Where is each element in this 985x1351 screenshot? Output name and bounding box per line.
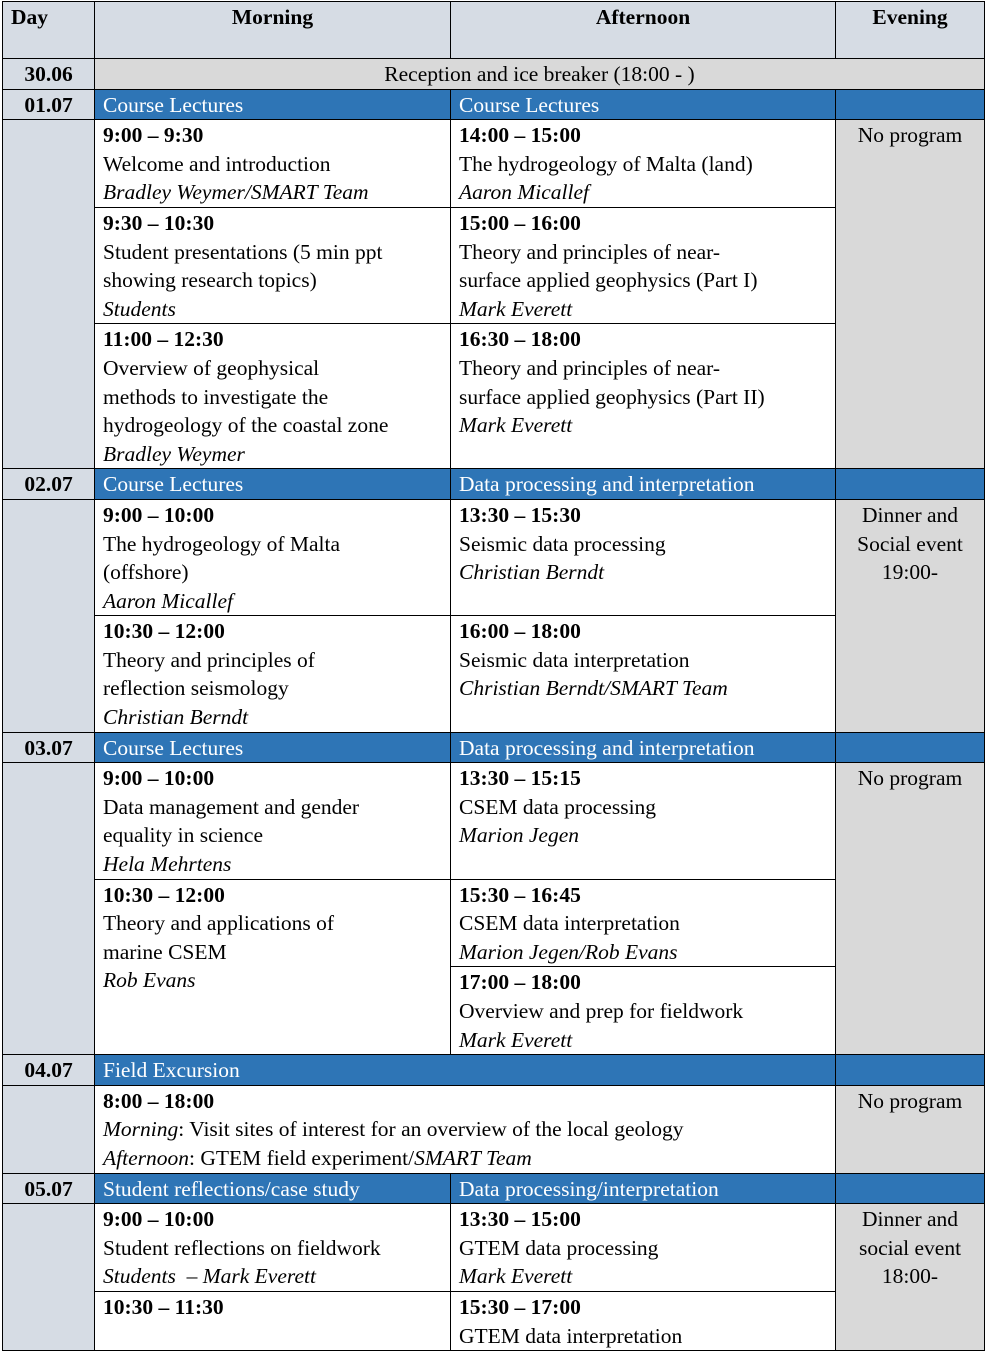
session-cell [451, 499, 836, 615]
session-cell [451, 120, 836, 208]
evening-line: Dinner and [861, 1207, 959, 1232]
day-title-row [3, 732, 985, 763]
day-label: 30.06 [3, 59, 95, 90]
session-title: Overview of geophysical [103, 355, 320, 380]
session-time: 10:30 – 12:00 [103, 619, 225, 644]
evening-title [836, 89, 985, 120]
session-presenter: Mark Everett [459, 296, 573, 321]
excursion-morning [103, 1115, 827, 1144]
session-time: 16:00 – 18:00 [459, 619, 581, 644]
session-cell [95, 879, 451, 1055]
session-time: 9:00 – 10:00 [103, 1207, 215, 1232]
session-presenter: Aaron Micallef [459, 180, 589, 205]
session-presenter: Bradley Weymer [103, 441, 245, 466]
header-morning: Morning [95, 2, 451, 59]
session-title: Student reflections on fieldwork [103, 1235, 381, 1260]
session-presenter: Hela Mehrtens [103, 852, 232, 877]
excursion-morning-text: : Visit sites of interest for an overview of the local geology [178, 1117, 684, 1142]
excursion-morning-label: Morning [103, 1117, 179, 1142]
session-time: 15:30 – 16:45 [459, 882, 581, 907]
session-cell [451, 207, 836, 323]
session-cell [95, 499, 451, 615]
evening-cell: No program [836, 1085, 985, 1173]
session-row [3, 499, 985, 615]
header-afternoon: Afternoon [451, 2, 836, 59]
day-title-row [3, 89, 985, 120]
morning-title: Course Lectures [95, 89, 451, 120]
session-cell [451, 763, 836, 879]
session-cell [95, 1204, 451, 1292]
session-title: CSEM data interpretation [459, 911, 680, 936]
session-title: GTEM data processing [459, 1235, 659, 1260]
session-time: 8:00 – 18:00 [103, 1088, 215, 1113]
session-time: 9:00 – 10:00 [103, 502, 215, 527]
session-title: equality in science [103, 823, 263, 848]
session-cell [451, 1291, 836, 1350]
session-cell [451, 967, 836, 1055]
session-cell [95, 1291, 451, 1350]
excursion-afternoon-label: Afternoon [103, 1145, 189, 1170]
evening-cell [836, 1204, 985, 1351]
session-cell [451, 879, 836, 967]
evening-title [836, 1055, 985, 1086]
day-fill [3, 1204, 95, 1351]
session-time: 11:00 – 12:30 [103, 327, 224, 352]
session-cell [95, 763, 451, 879]
session-title: Theory and principles of [103, 647, 315, 672]
excursion-afternoon [103, 1144, 827, 1173]
session-title: CSEM data processing [459, 794, 657, 819]
reception-row [3, 59, 985, 90]
afternoon-title: Course Lectures [451, 89, 836, 120]
day-label: 05.07 [3, 1173, 95, 1204]
session-cell [451, 1204, 836, 1292]
session-presenter: Mark Everett [459, 413, 573, 438]
day-fill [3, 763, 95, 1055]
excursion-afternoon-team: SMART Team [414, 1145, 532, 1170]
session-presenter: Mark Everett [459, 1264, 573, 1289]
session-time: 13:30 – 15:30 [459, 502, 581, 527]
session-presenter: Christian Berndt/SMART Team [459, 676, 728, 701]
session-cell [451, 324, 836, 469]
session-title: Theory and principles of near- [459, 355, 721, 380]
session-presenter: Students [103, 296, 176, 321]
session-time: 10:30 – 12:00 [103, 882, 225, 907]
session-title: surface applied geophysics (Part II) [459, 384, 765, 409]
session-presenter: Christian Berndt [459, 560, 605, 585]
session-time: 16:30 – 18:00 [459, 327, 581, 352]
session-title: Seismic data interpretation [459, 647, 690, 672]
session-time: 14:00 – 15:00 [459, 123, 581, 148]
session-time: 15:30 – 17:00 [459, 1294, 581, 1319]
session-title: Overview and prep for fieldwork [459, 999, 744, 1023]
session-title: The hydrogeology of Malta [103, 531, 341, 556]
session-title: The hydrogeology of Malta (land) [459, 151, 753, 176]
day-title-row [3, 1173, 985, 1204]
header-evening: Evening [836, 2, 985, 59]
session-presenter: Students – Mark Everett [103, 1264, 316, 1289]
session-title: Welcome and introduction [103, 151, 331, 176]
session-presenter: Christian Berndt [103, 705, 249, 730]
day-title-row [3, 1055, 985, 1086]
header-day: Day [3, 2, 95, 59]
morning-title: Course Lectures [95, 732, 451, 763]
session-time: 15:00 – 16:00 [459, 210, 581, 235]
session-cell [95, 207, 451, 323]
session-row [3, 763, 985, 879]
evening-line: Dinner and [861, 502, 959, 527]
session-cell [95, 1085, 836, 1173]
session-time: 9:30 – 10:30 [103, 210, 215, 235]
session-presenter: Aaron Micallef [103, 588, 233, 613]
day-fill [3, 1085, 95, 1173]
day-title-row [3, 469, 985, 500]
session-cell [95, 324, 451, 469]
session-time: 13:30 – 15:00 [459, 1207, 581, 1232]
session-title: Student presentations (5 min ppt [103, 239, 383, 264]
session-presenter: Marion Jegen [459, 823, 580, 848]
session-cell [95, 616, 451, 732]
session-title: GTEM data interpretation [459, 1323, 683, 1348]
evening-line: Social event [857, 531, 963, 556]
evening-line: 18:00- [881, 1264, 939, 1289]
afternoon-title: Data processing/interpretation [451, 1173, 836, 1204]
session-title: Theory and applications of [103, 911, 335, 936]
excursion-title: Field Excursion [95, 1055, 836, 1086]
reception-cell: Reception and ice breaker (18:00 - ) [95, 59, 985, 90]
session-time: 9:00 – 9:30 [103, 123, 204, 148]
evening-title [836, 1173, 985, 1204]
session-time: 10:30 – 11:30 [103, 1294, 224, 1319]
day-fill [3, 499, 95, 732]
day-label: 03.07 [3, 732, 95, 763]
day-label: 04.07 [3, 1055, 95, 1086]
evening-title [836, 469, 985, 500]
session-presenter: Mark Everett [459, 1027, 573, 1052]
evening-cell: No program [836, 120, 985, 469]
session-title: Data management and gender [103, 794, 360, 819]
session-title: surface applied geophysics (Part I) [459, 268, 758, 293]
session-title: marine CSEM [103, 939, 227, 964]
evening-title [836, 732, 985, 763]
session-time: 17:00 – 18:00 [459, 970, 581, 995]
evening-cell: No program [836, 763, 985, 1055]
session-row [3, 1204, 985, 1292]
schedule-table [2, 1, 985, 1351]
header-row [3, 2, 985, 59]
day-label: 02.07 [3, 469, 95, 500]
day-label: 01.07 [3, 89, 95, 120]
session-presenter: Marion Jegen/Rob Evans [459, 939, 678, 964]
session-row [3, 1085, 985, 1173]
session-title: hydrogeology of the coastal zone [103, 413, 389, 438]
morning-title: Student reflections/case study [95, 1173, 451, 1204]
session-title: (offshore) [103, 560, 189, 585]
evening-line: social event [858, 1235, 962, 1260]
afternoon-title: Data processing and interpretation [451, 732, 836, 763]
session-cell [95, 120, 451, 208]
session-title: showing research topics) [103, 268, 317, 293]
morning-title: Course Lectures [95, 469, 451, 500]
session-title: reflection seismology [103, 676, 289, 701]
session-row [3, 120, 985, 208]
evening-cell [836, 499, 985, 732]
day-fill [3, 120, 95, 469]
excursion-afternoon-text: : GTEM field experiment/ [189, 1145, 415, 1170]
session-presenter: Rob Evans [103, 968, 196, 993]
session-time: 13:30 – 15:15 [459, 766, 581, 791]
session-presenter: Bradley Weymer/SMART Team [103, 180, 369, 205]
session-cell [451, 616, 836, 732]
evening-line: 19:00- [881, 560, 939, 585]
session-title: Seismic data processing [459, 531, 666, 556]
session-time: 9:00 – 10:00 [103, 766, 215, 791]
afternoon-title: Data processing and interpretation [451, 469, 836, 500]
session-title: methods to investigate the [103, 384, 329, 409]
session-title: Theory and principles of near- [459, 239, 721, 264]
